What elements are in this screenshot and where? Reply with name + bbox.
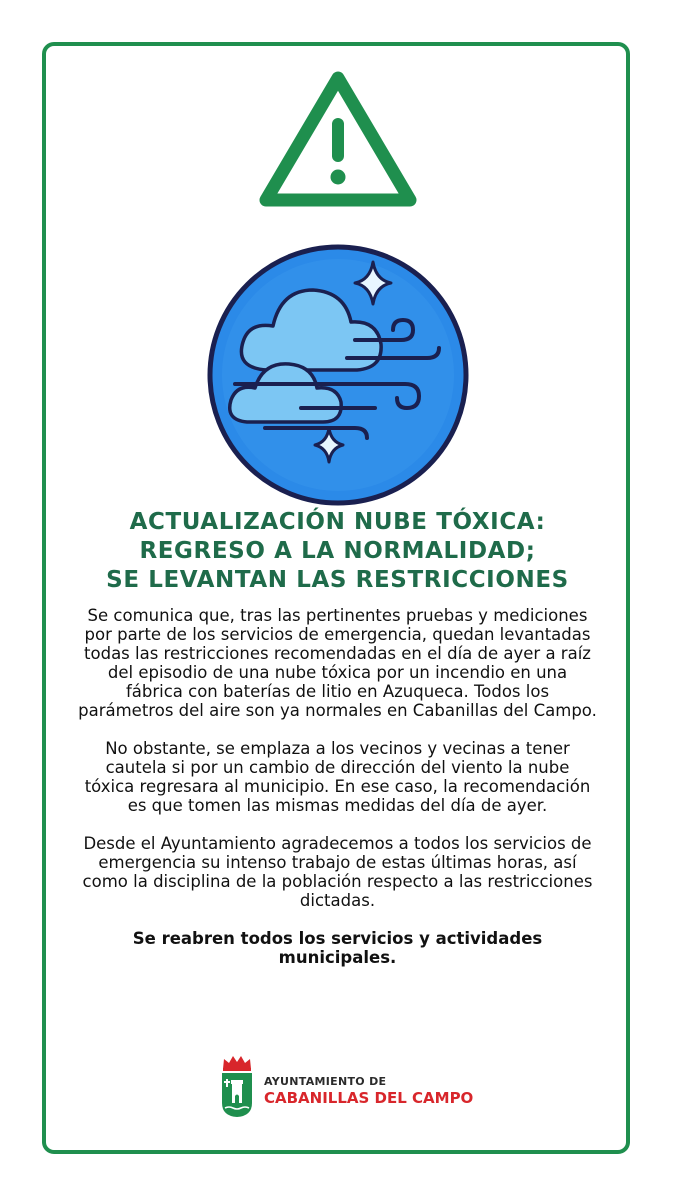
municipal-crest-icon [218,1053,256,1119]
paragraph-1 [56,606,619,720]
closing-line: Se reabren todos los servicios y actividades [132,929,543,948]
paragraph-line: como la disciplina de la población respecto a las restricciones [82,872,593,891]
closing-line: municipales. [278,948,397,967]
title-line-1: ACTUALIZACIÓN NUBE TÓXICA: [129,509,546,535]
paragraph-3 [56,834,619,910]
paragraph-line: fábrica con baterías de litio en Azuqueca. Todos los [125,682,550,701]
paragraph-line: del episodio de una nube tóxica por un incendio en una [107,663,568,682]
notice-title [50,508,625,595]
paragraph-line: tóxica regresara al municipio. En ese caso, la recomendación [84,777,591,796]
paragraph-line: cautela si por un cambio de dirección del viento la nube [105,758,570,777]
paragraph-line: Desde el Ayuntamiento agradecemos a todos los servicios de [83,834,592,853]
closing-statement [56,929,619,967]
paragraph-2 [56,739,619,815]
paragraph-line: es que tomen las mismas medidas del día de ayer. [127,796,548,815]
municipal-logo [218,1053,474,1119]
paragraph-line: por parte de los servicios de emergencia, quedan levantadas [84,625,591,644]
logo-line-2: CABANILLAS DEL CAMPO [264,1089,474,1107]
paragraph-line: parámetros del aire son ya normales en Cabanillas del Campo. [78,701,597,720]
title-line-3: SE LEVANTAN LAS RESTRICCIONES [106,567,569,593]
cloud-wind-icon [205,242,471,508]
warning-triangle-icon [258,70,418,210]
paragraph-line: dictadas. [299,891,376,910]
paragraph-line: emergencia su intenso trabajo de estas últimas horas, así [98,853,577,872]
logo-line-1: AYUNTAMIENTO DE [264,1075,387,1088]
notice-body [56,606,619,986]
paragraph-line: No obstante, se emplaza a los vecinos y vecinas a tener [105,739,570,758]
paragraph-line: todas las restricciones recomendadas en el día de ayer a raíz [84,644,591,663]
paragraph-line: Se comunica que, tras las pertinentes pruebas y mediciones [87,606,588,625]
title-line-2: REGRESO A LA NORMALIDAD; [139,538,536,564]
